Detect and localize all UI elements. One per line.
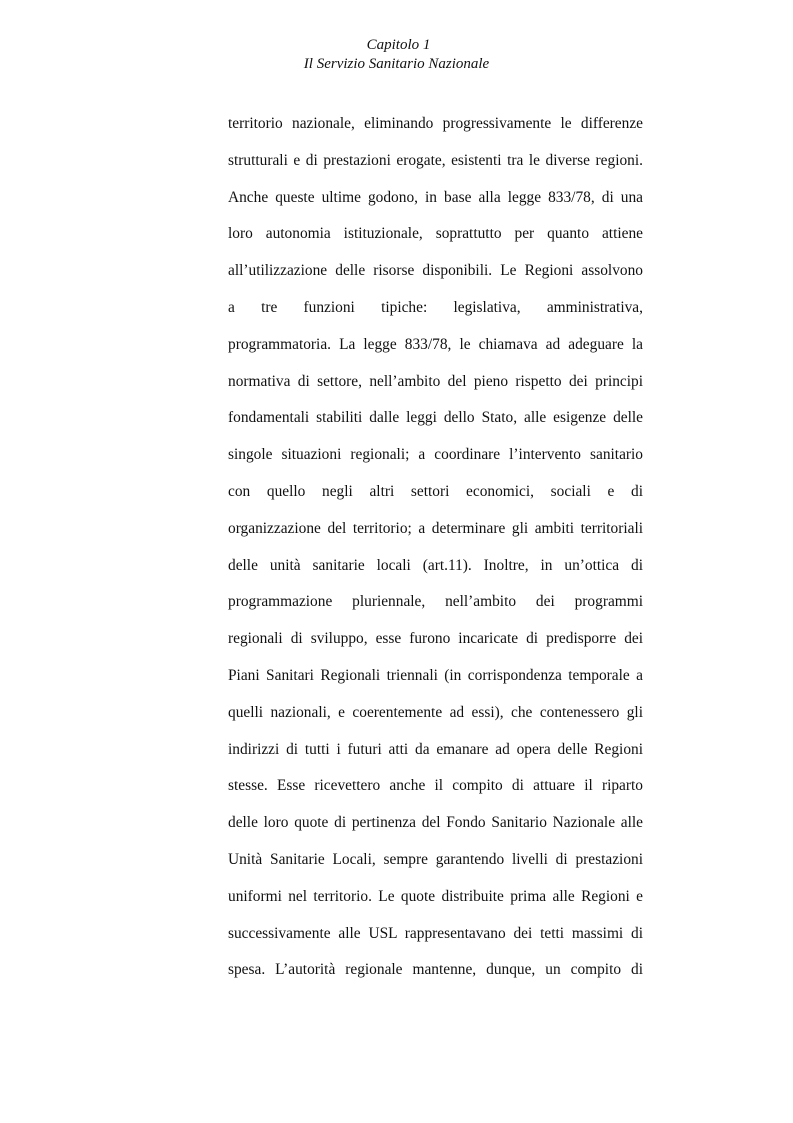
text-line: singole situazioni regionali; a coordinare l’intervento sanitario	[228, 446, 643, 464]
text-line: regionali di sviluppo, esse furono incaricate di predisporre dei	[228, 630, 643, 648]
running-header	[0, 36, 793, 74]
text-line: normativa di settore, nell’ambito del pieno rispetto dei principi	[228, 372, 643, 390]
text-line: organizzazione del territorio; a determinare gli ambiti territoriali	[228, 519, 643, 537]
text-line: a tre funzioni tipiche: legislativa, amministrativa,	[228, 298, 643, 316]
text-line: spesa. L’autorità regionale mantenne, dunque, un compito di	[228, 961, 643, 979]
text-line: indirizzi di tutti i futuri atti da emanare ad opera delle Regioni	[228, 740, 643, 758]
body-paragraph	[228, 112, 643, 995]
text-line: Piani Sanitari Regionali triennali (in corrispondenza temporale a	[228, 666, 643, 684]
text-line: territorio nazionale, eliminando progressivamente le differenze	[228, 115, 643, 132]
text-line: stesse. Esse ricevettero anche il compito di attuare il riparto	[228, 777, 643, 795]
text-line: uniformi nel territorio. Le quote distribuite prima alle Regioni e	[228, 887, 643, 905]
text-line: programmazione pluriennale, nell’ambito dei programmi	[228, 593, 643, 611]
text-line: con quello negli altri settori economici, sociali e di	[228, 482, 643, 500]
chapter-title: Il Servizio Sanitario Nazionale	[303, 56, 490, 72]
chapter-label: Capitolo 1	[366, 37, 431, 53]
text-line: programmatoria. La legge 833/78, le chiamava ad adeguare la	[228, 335, 643, 353]
text-line: delle unità sanitarie locali (art.11). Inoltre, in un’ottica di	[228, 556, 643, 574]
text-line: strutturali e di prestazioni erogate, esistenti tra le diverse regioni.	[228, 151, 643, 169]
text-line: all’utilizzazione delle risorse disponibili. Le Regioni assolvono	[228, 262, 643, 280]
text-line: successivamente alle USL rappresentavano dei tetti massimi di	[228, 924, 643, 942]
text-line: delle loro quote di pertinenza del Fondo Sanitario Nazionale alle	[228, 814, 643, 832]
text-line: quelli nazionali, e coerentemente ad essi), che contenessero gli	[228, 703, 643, 721]
text-line: Unità Sanitarie Locali, sempre garantendo livelli di prestazioni	[228, 850, 643, 868]
text-line: fondamentali stabiliti dalle leggi dello Stato, alle esigenze delle	[228, 409, 643, 427]
text-line: loro autonomia istituzionale, soprattutto per quanto attiene	[228, 225, 643, 243]
text-line: Anche queste ultime godono, in base alla legge 833/78, di una	[228, 188, 643, 206]
